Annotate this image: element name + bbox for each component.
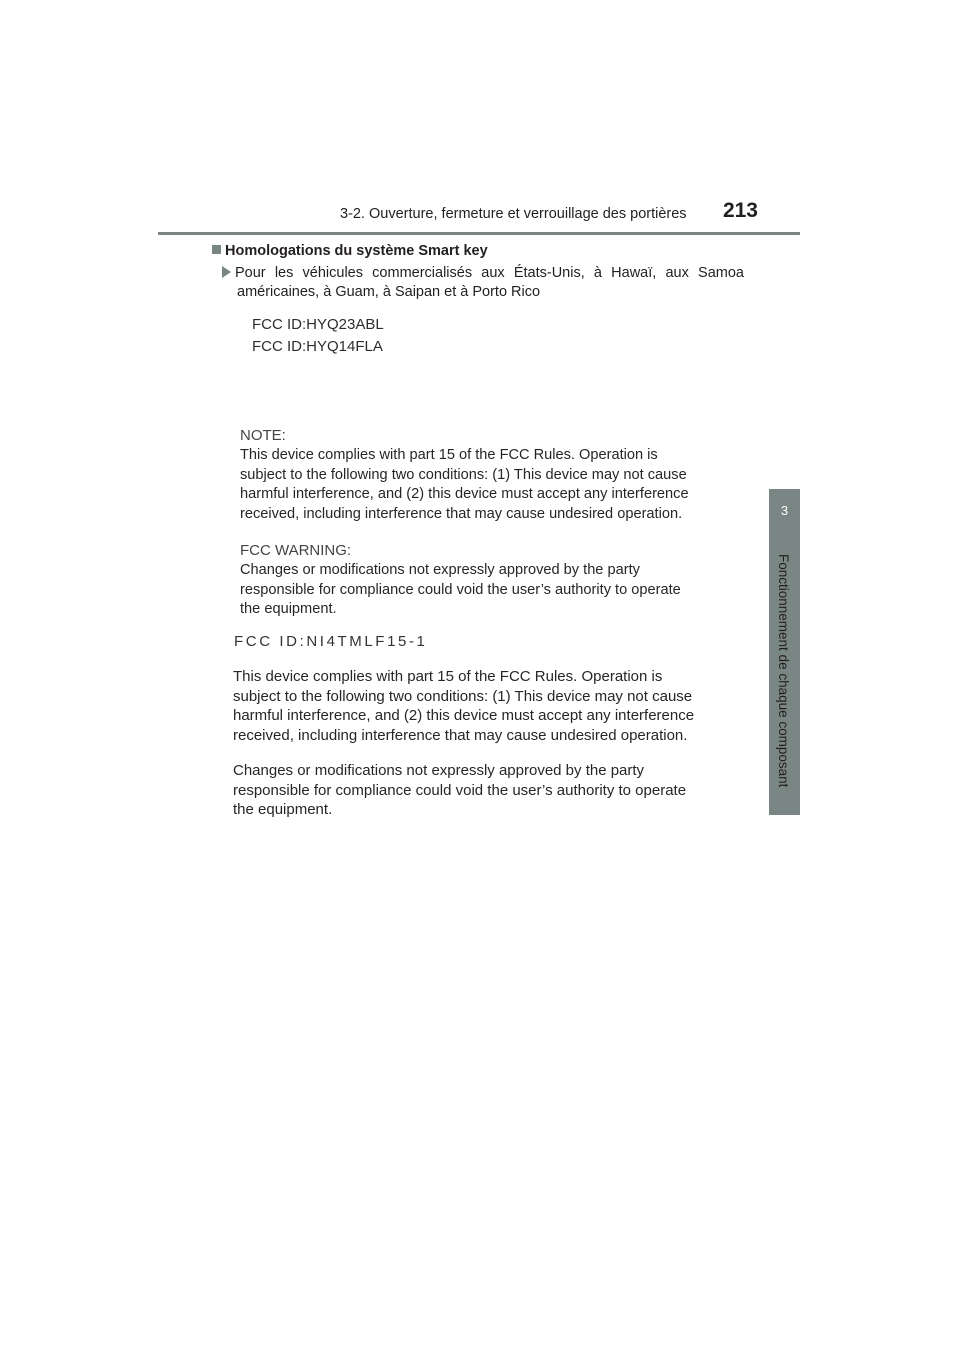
section-heading (212, 243, 488, 259)
note-line: received, including interference that may cause undesired operation. (240, 505, 683, 522)
header-divider (158, 232, 800, 235)
warning-body (240, 561, 681, 620)
fcc-id-line: FCC ID:HYQ14FLA (252, 338, 383, 355)
second-fcc-id: FCC ID:NI4TMLF15-1 (234, 633, 428, 650)
changes-line: the equipment. (233, 801, 333, 818)
second-changes-body (233, 761, 686, 820)
note-body (240, 446, 689, 524)
note-line: subject to the following two conditions: (1) This device may not cause (240, 466, 687, 483)
bullet-line: américaines, à Guam, à Saipan et à Porto Rico (237, 284, 541, 300)
warning-line: Changes or modifications not expressly approved by the party (240, 562, 640, 578)
warning-title: FCC WARNING: (240, 542, 352, 559)
chapter-tab-number: 3 (780, 503, 789, 518)
compliance-line: This device complies with part 15 of the FCC Rules. Operation is (233, 668, 663, 685)
second-compliance-body (233, 667, 694, 745)
compliance-line: subject to the following two conditions: (1) This device may not cause (233, 687, 693, 705)
triangle-bullet-icon (222, 266, 231, 278)
bullet-paragraph (222, 264, 744, 302)
compliance-line: received, including interference that may cause undesired operation. (233, 726, 688, 744)
changes-line: Changes or modifications not expressly approved by the party (233, 762, 645, 779)
header-section-title: 3-2. Ouverture, fermeture et verrouillage des portières (340, 206, 687, 222)
note-title: NOTE: (240, 427, 286, 444)
warning-line: the equipment. (240, 601, 337, 617)
chapter-tab-label: Fonctionnement de chaque composant (776, 554, 791, 788)
section-heading-text: Homologations du système Smart key (225, 243, 488, 259)
changes-line: responsible for compliance could void the user’s authority to operate (233, 781, 687, 799)
bullet-line (222, 264, 744, 283)
square-bullet-icon (212, 245, 221, 254)
compliance-line: harmful interference, and (2) this device must accept any interference (233, 707, 695, 724)
bullet-line-text: Pour les véhicules commercialisés aux États-Unis, à Hawaï, aux Samoa (235, 265, 744, 281)
warning-line: responsible for compliance could void the user’s authority to operate (240, 581, 681, 598)
note-line: harmful interference, and (2) this device must accept any interference (240, 486, 689, 502)
fcc-id-line: FCC ID:HYQ23ABL (252, 316, 384, 333)
page-number: 213 (722, 199, 758, 222)
note-line: This device complies with part 15 of the FCC Rules. Operation is (240, 447, 658, 463)
